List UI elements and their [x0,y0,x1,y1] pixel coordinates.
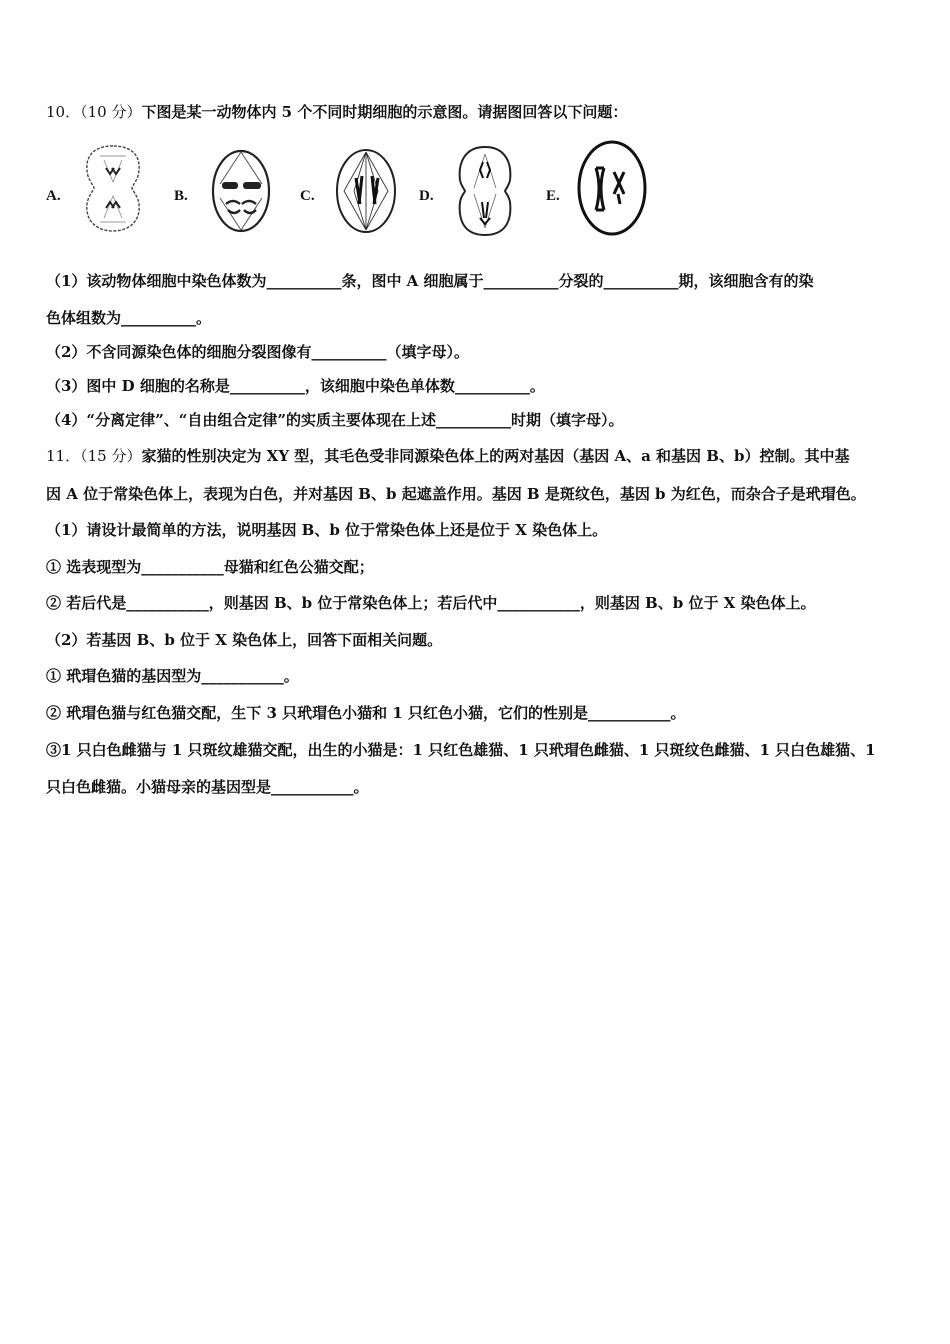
q11-header [46,446,910,466]
q10-sub1-line1: （1）该动物体细胞中染色体数为__________条，图中 A 细胞属于__________分裂的__________期，该细胞含有的染 [46,272,814,290]
q11-number: 11． [46,447,81,465]
figure-label-b: B. [174,188,188,204]
q10-header [46,102,910,122]
q10-sub4: （4）“分离定律”、“自由组合定律”的实质主要体现在上述__________时期（填字母）。 [46,411,624,429]
cell-d-diagram [452,144,518,238]
q11-sub1-b: ② 若后代是___________，则基因 B、b 位于常染色体上；若后代中___________，则基因 B、b 位于 X 染色体上。 [46,594,816,612]
q11-sub2-a: ① 玳瑁色猫的基因型为___________。 [46,667,299,685]
q11-sub2-c-line2: 只白色雌猫。小猫母亲的基因型是___________。 [46,778,369,796]
figure-label-d: D. [419,188,434,204]
q11-sub1: （1）请设计最简单的方法，说明基因 B、b 位于常染色体上还是位于 X 染色体上。 [46,521,608,539]
figure-label-a: A. [46,188,61,204]
q10-number: 10． [46,103,81,121]
cell-e-diagram [574,138,650,238]
q11-prompt-line1: 家猫的性别决定为 XY 型，其毛色受非同源染色体上的两对基因（基因 A、a 和基因 B、b）控制。其中基 [141,447,850,465]
cell-a-diagram [82,142,144,234]
figure-label-e: E. [546,188,560,204]
figure-label-c: C. [300,188,315,204]
cell-division-figure [46,140,666,240]
q10-points: （10 分） [80,103,142,121]
q11-prompt-line2: 因 A 位于常染色体上，表现为白色，并对基因 B、b 起遮盖作用。基因 B 是斑纹色，基因 b 为红色，而杂合子是玳瑁色。 [46,485,866,503]
q10-sub2: （2）不含同源染色体的细胞分裂图像有__________（填字母）。 [46,343,469,361]
q10-sub3: （3）图中 D 细胞的名称是__________，该细胞中染色单体数__________。 [46,377,545,395]
q11-sub2-c-line1: ③1 只白色雌猫与 1 只斑纹雄猫交配，出生的小猫是：1 只红色雄猫、1 只玳瑁色雌猫、1 只斑纹色雌猫、1 只白色雄猫、1 [46,741,876,759]
q10-prompt: 下图是某一动物体内 5 个不同时期细胞的示意图。请据图回答以下问题： [141,103,628,121]
cell-b-diagram [210,148,272,234]
q11-sub2: （2）若基因 B、b 位于 X 染色体上，回答下面相关问题。 [46,631,443,649]
q11-sub2-b: ② 玳瑁色猫与红色猫交配，生下 3 只玳瑁色小猫和 1 只红色小猫，它们的性别是___________。 [46,704,686,722]
cell-c-diagram [334,146,398,236]
q11-points: （15 分） [80,447,142,465]
q10-sub1-line2: 色体组数为__________。 [46,309,212,327]
q11-sub1-a: ① 选表现型为___________母猫和红色公猫交配； [46,558,374,576]
